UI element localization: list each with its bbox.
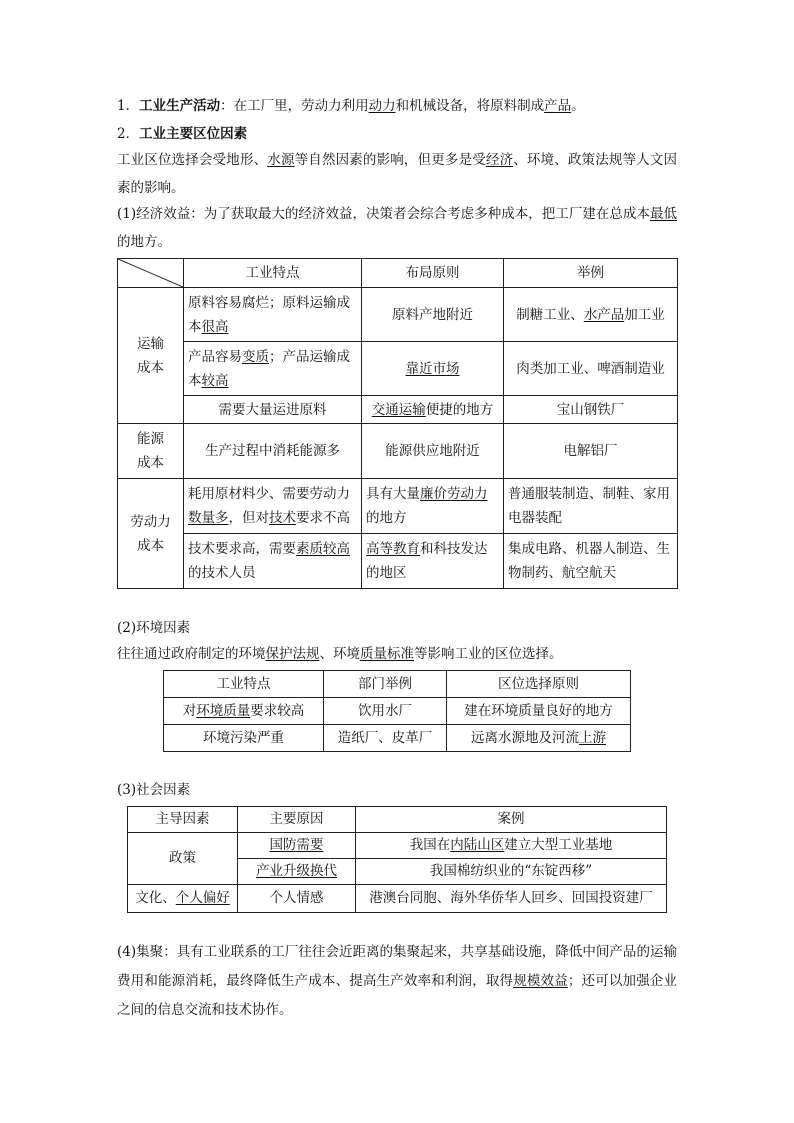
underlined-term: 产业升级换代 [256,863,337,879]
env-text: 等影响工业的区位选择。 [414,646,563,662]
underlined-term: 廉价劳动力 [420,486,488,502]
feature-text: 技术要求高，需要 [188,541,296,557]
table-row [118,534,678,589]
diagonal-header-cell [118,259,184,288]
feature-cell [164,698,324,725]
case-text: 建立大型工业基地 [504,837,613,853]
reason-cell [238,833,356,859]
underlined-term: 水源 [267,152,295,168]
section-2-number: 2． [117,126,140,142]
agglo-text: ；还可以加强企业之间的信息交流和技术协作。 [117,973,678,1018]
column-header: 案例 [356,807,667,833]
factor-cell [128,885,238,913]
economic-benefit-paragraph [117,200,677,256]
underlined-term: 个人偏好 [175,890,230,906]
principle-text: 具有大量 [366,486,420,502]
env-text: 、环境 [319,646,360,662]
principle-cell [362,479,504,534]
social-factor-table [127,806,667,913]
table-row [118,288,678,342]
intro-text: 、环境、政策法规等人文因素的影响。 [117,152,678,196]
intro-text: 等自然因素的影响，但更多是受 [294,152,486,168]
underlined-term: 交通运输 [371,401,426,418]
department-cell: 造纸厂、皮革厂 [324,725,447,752]
case-cell [356,833,667,859]
environment-table [163,670,631,752]
table-header-row [128,807,667,833]
agglo-text: (4)集聚：具有工业联系的工厂往往会近距离的集聚起来，共享基础设施，降低中间产品的运输费用和能源消耗，最终降低生产成本、提高生产效率和利润，取得 [117,944,677,989]
reason-cell [238,859,356,885]
factor-text: 文化、 [135,890,176,906]
example-cell [504,288,678,342]
row-group-transport-cost: 运输成本 [118,288,184,424]
principle-cell: 原料产地附近 [362,288,504,342]
row-group-policy: 政策 [128,833,238,885]
feature-text: 产品容易 [188,348,242,365]
section-1-number: 1． [117,98,140,114]
example-text: 加工业 [624,306,665,323]
table-row [118,424,678,479]
table-row [164,725,631,752]
feature-text: ，但对 [228,510,269,526]
column-header: 主导因素 [128,807,238,833]
principle-cell [362,342,504,396]
environment-paragraph [117,644,563,664]
example-text: 制糖工业、 [516,306,584,323]
table-row [164,698,631,725]
section-2-line [117,124,247,144]
underlined-term: 技术 [269,510,296,526]
column-header: 工业特点 [164,671,324,698]
underlined-term: 经济 [485,152,514,168]
column-header: 部门举例 [324,671,447,698]
case-cell: 我国棉纺织业的“东锭西移” [356,859,667,885]
underlined-term: 很高 [201,318,229,335]
example-cell: 普通服装制造、制鞋、家用电器装配 [504,479,678,534]
feature-text: 耗用原材料少、需要劳动力 [188,486,350,502]
underlined-term: 变质 [242,348,269,365]
feature-text: 要求不高 [296,510,350,526]
row-group-energy-cost: 能源成本 [118,424,184,479]
underlined-term: 产品 [544,98,572,114]
environment-heading: (2)环境因素 [117,620,191,636]
principle-text: 的地方 [366,510,407,526]
principle-text: 和科技发达的地区 [366,541,488,581]
department-cell: 饮用水厂 [324,698,447,725]
underlined-term: 动力 [368,98,396,114]
table-row [118,342,678,396]
column-header: 举例 [504,259,678,288]
table-header-row [164,671,631,698]
intro-paragraph [117,146,677,202]
table-row [128,885,667,913]
row-group-labor-cost: 劳动力成本 [118,479,184,589]
underlined-term: 质量标准 [360,646,414,662]
underlined-term: 保护法规 [265,646,320,662]
case-cell: 港澳台同胞、海外华侨华人回乡、回国投资建厂 [356,885,667,913]
env-text: 往往通过政府制定的环境 [117,646,266,662]
econ-text: 的地方。 [117,234,171,250]
feature-text: 对 [182,703,197,719]
underlined-term: 环境质量 [196,703,251,719]
feature-cell [184,534,362,589]
feature-cell [184,288,362,342]
section-1-title: 工业生产活动 [139,98,221,114]
feature-text: 原料容易腐烂；原料运输成本 [188,294,350,335]
column-header: 布局原则 [362,259,504,288]
social-heading: (3)社会因素 [117,782,191,798]
example-cell: 宝山钢铁厂 [504,396,678,424]
column-header: 工业特点 [184,259,362,288]
underlined-term: 水产品 [583,306,625,323]
feature-cell: 生产过程中消耗能源多 [184,424,362,479]
underlined-term: 内陆山区 [450,837,505,853]
example-cell: 集成电路、机器人制造、生物制药、航空航天 [504,534,678,589]
section-1-text: 。 [571,98,585,114]
section-1-line [117,96,585,116]
table-row [128,833,667,859]
underlined-term: 素质较高 [296,541,350,557]
reason-cell: 个人情感 [238,885,356,913]
example-cell: 肉类加工业、啤酒制造业 [504,342,678,396]
principle-cell: 能源供应地附近 [362,424,504,479]
underlined-term: 规模效益 [513,973,568,989]
feature-text: 的技术人员 [188,565,256,581]
principle-cell [362,534,504,589]
feature-cell: 需要大量运进原料 [184,396,362,424]
principle-text: 远离水源地及河流 [471,730,579,746]
agglomeration-paragraph [117,938,677,1025]
column-header: 主要原因 [238,807,356,833]
feature-cell [184,479,362,534]
example-cell: 电解铝厂 [504,424,678,479]
principle-cell: 建在环境质量良好的地方 [447,698,631,725]
table-row [118,396,678,424]
underlined-term: 较高 [201,372,229,389]
feature-cell [184,342,362,396]
section-1-text: ：在工厂里，劳动力利用 [220,98,369,114]
econ-text: (1)经济效益：为了获取最大的经济效益，决策者会综合考虑多种成本，把工厂建在总成本 [117,206,650,222]
underlined-term: 靠近市场 [405,360,460,377]
diagonal-line [118,259,183,287]
principle-cell [447,725,631,752]
table-header-row [118,259,678,288]
feature-text: 要求较高 [250,703,305,719]
feature-text: ；产品运输成本 [188,348,350,389]
section-2-title: 工业主要区位因素 [139,126,248,142]
principle-cell [362,396,504,424]
underlined-term: 最低 [649,206,678,222]
intro-text: 工业区位选择会受地形、 [117,152,268,168]
underlined-term: 上游 [579,730,606,746]
cost-factor-table [117,258,678,589]
underlined-term: 高等教育 [366,541,420,557]
column-header: 区位选择原则 [447,671,631,698]
feature-cell: 环境污染严重 [164,725,324,752]
underlined-term: 国防需要 [269,837,324,853]
principle-text: 便捷的地方 [425,401,494,418]
case-text: 我国在 [409,837,451,853]
section-1-text: 和机械设备，将原料制成 [395,98,545,114]
underlined-term: 数量多 [188,510,229,526]
table-row [118,479,678,534]
